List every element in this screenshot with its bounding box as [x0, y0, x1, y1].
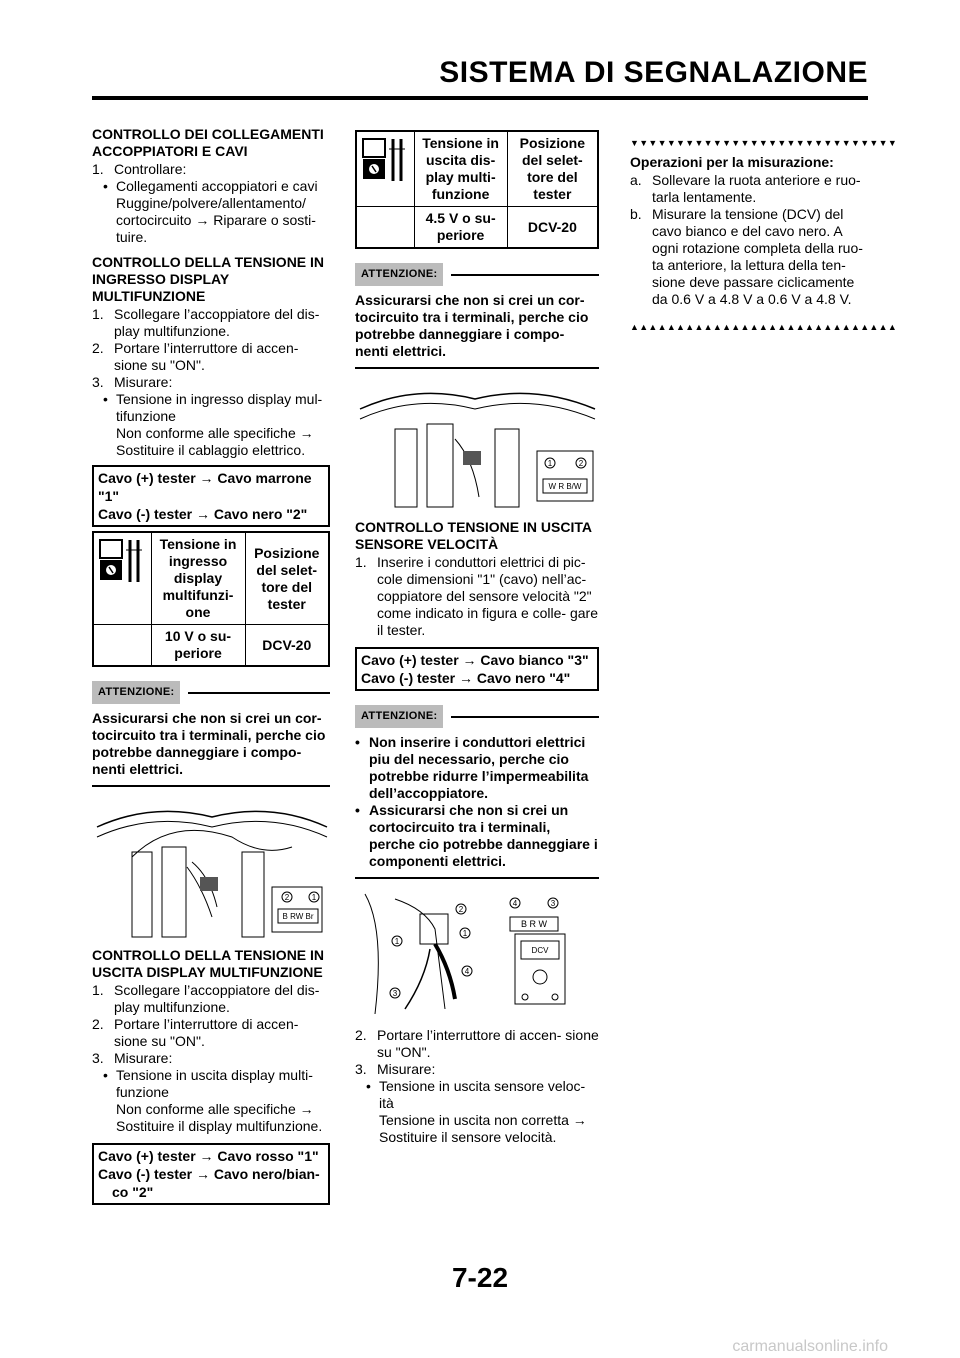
list-item: 1. Scollegare l’accoppiatore del dis- play multifunzione.: [92, 306, 320, 339]
list-item: 2. Portare l’interruttore di accen- sione su "ON".: [355, 1027, 599, 1060]
table-header: Posizione del selet- tore del tester: [507, 131, 598, 207]
attention-header: [355, 705, 599, 728]
table-cell: 10 V o su- periore: [151, 625, 245, 667]
tester-lead-box: Cavo (+) tester → Cavo marrone "1" Cavo (-) tester → Cavo nero "2": [92, 465, 330, 527]
table-cell: 4.5 V o su- periore: [414, 207, 507, 249]
list-item: 1. Inserire i conduttori elettrici di pic- cole dimensioni "1" (cavo) nell’ac- coppiatore del sensore velocità "2" come indicato in figura e colle- gare il tester.: [355, 554, 599, 638]
connector-label: B RW Br: [282, 912, 314, 921]
attention-text: Assicurarsi che non si crei un cor- tocircuito tra i terminali, perche cio potrebbe danneggiare i compo- nenti elettrici.: [355, 292, 599, 369]
bullet-item: • Tensione in uscita display multi- funzione: [103, 1067, 313, 1100]
callout-2: 2: [458, 905, 464, 914]
list-item: 3. Misurare:: [92, 374, 173, 390]
bullet-item: • Collegamenti accoppiatori e cavi Ruggine/polvere/allentamento/ cortocircuito → Riparare o sosti- tuire.: [103, 178, 318, 245]
tester-lead-box: Cavo (+) tester → Cavo bianco "3" Cavo (-) tester → Cavo nero "4": [355, 647, 599, 691]
spec-table: [92, 531, 330, 667]
callout-3: 3: [392, 989, 398, 998]
section-title: CONTROLLO DEI COLLEGAMENTI ACCOPPIATORI E CAVI: [92, 126, 324, 159]
table-header: Posizione del selet- tore del tester: [245, 532, 329, 625]
list-item: 1. Controllare:: [92, 161, 187, 177]
header-rule: [92, 96, 868, 100]
bullet-continuation: Non conforme alle specifiche → Sostituire il display multifunzione.: [116, 1101, 323, 1134]
meter-label: DCV: [531, 946, 549, 955]
section-title: CONTROLLO DELLA TENSIONE IN INGRESSO DISPLAY MULTIFUNZIONE: [92, 254, 325, 304]
table-header: Tensione in ingresso display multifunzi- one: [151, 532, 245, 625]
triangle-row-up: ▲▲▲▲▲▲▲▲▲▲▲▲▲▲▲▲▲▲▲▲▲▲▲▲▲▲▲▲▲: [630, 322, 898, 332]
callout-4b: 4: [512, 899, 518, 908]
bullet-continuation: Non conforme alle specifiche → Sostituire il cablaggio elettrico.: [116, 425, 314, 458]
attention-badge: ATTENZIONE:: [355, 705, 443, 728]
table-cell: DCV-20: [245, 625, 329, 667]
callout-1b: 1: [394, 937, 400, 946]
triangle-row-down: ▼▼▼▼▼▼▼▼▼▼▼▼▼▼▼▼▼▼▼▼▼▼▼▼▼▼▼▼▼: [630, 138, 898, 148]
connector-label: W R B/W: [548, 482, 582, 491]
list-item: 3. Misurare:: [355, 1061, 436, 1077]
list-item: 2. Portare l’interruttore di accen- sione su "ON".: [92, 340, 299, 373]
list-item: a. Sollevare la ruota anteriore e ruo- tarla lentamente.: [630, 172, 861, 205]
attention-badge: ATTENZIONE:: [92, 681, 180, 704]
section-title: CONTROLLO TENSIONE IN USCITA SENSORE VELOCITÀ: [355, 519, 592, 552]
bullet-continuation: Tensione in uscita non corretta → Sostituire il sensore velocità.: [379, 1112, 587, 1145]
multimeter-icon: [356, 131, 414, 207]
spec-table: [355, 130, 599, 249]
callout-1: 1: [547, 459, 553, 468]
attention-header: [92, 681, 330, 704]
bullet-item: • Tensione in uscita sensore veloc- ità: [366, 1078, 586, 1111]
callout-2: 2: [284, 893, 290, 902]
connector-label: B R W: [521, 919, 547, 929]
attention-badge: ATTENZIONE:: [355, 263, 443, 286]
list-item: 2. Portare l’interruttore di accen- sione su "ON".: [92, 1016, 299, 1049]
section-title: CONTROLLO DELLA TENSIONE IN USCITA DISPLAY MULTIFUNZIONE: [92, 947, 325, 980]
table-cell: DCV-20: [507, 207, 598, 249]
callout-1: 1: [462, 929, 468, 938]
page-number: 7-22: [451, 1262, 509, 1293]
figure-tester-connection: [355, 889, 599, 1023]
attention-header: [355, 263, 599, 286]
watermark: carmanualsonline.info: [732, 1338, 888, 1355]
attention-text: • Non inserire i conduttori elettrici piu del necessario, perche cio potrebbe ridurre l’impermeabilita dell’accoppiatore. • Assicurarsi che non si crei un cortocircuito tra i terminali, perche cio potrebbe danneggiare i componenti elettrici.: [355, 734, 599, 879]
callout-3b: 3: [550, 899, 556, 908]
figure-speed-sensor-connector: [355, 379, 599, 513]
callout-2: 2: [578, 459, 584, 468]
tester-lead-box: Cavo (+) tester → Cavo rosso "1" Cavo (-) tester → Cavo nero/bian- co "2": [92, 1143, 330, 1205]
callout-1: 1: [311, 893, 317, 902]
callout-4: 4: [464, 967, 470, 976]
attention-text: Assicurarsi che non si crei un cor- tocircuito tra i terminali, perche cio potrebbe danneggiare i compo- nenti elettrici.: [92, 710, 330, 787]
column-middle: [355, 130, 599, 1146]
column-left: [92, 126, 330, 1205]
list-item: 1. Scollegare l’accoppiatore del dis- play multifunzione.: [92, 982, 320, 1015]
page-title: SISTEMA DI SEGNALAZIONE: [439, 56, 868, 89]
column-right: [630, 138, 898, 332]
section-title: Operazioni per la misurazione:: [630, 154, 834, 170]
list-item: b. Misurare la tensione (DCV) del cavo bianco e del cavo nero. A ogni rotazione completa della ruo- ta anteriore, la lettura della ten- sione deve passare ciclicamente da 0.6 V a 4.8 V a 0.6 V a 4.8 V.: [630, 206, 863, 307]
table-header: Tensione in uscita dis- play multi- funzione: [414, 131, 507, 207]
list-item: 3. Misurare:: [92, 1050, 173, 1066]
figure-handlebar-connector: [92, 797, 330, 941]
bullet-item: • Tensione in ingresso display mul- tifunzione: [103, 391, 323, 424]
multimeter-icon: [93, 532, 151, 625]
